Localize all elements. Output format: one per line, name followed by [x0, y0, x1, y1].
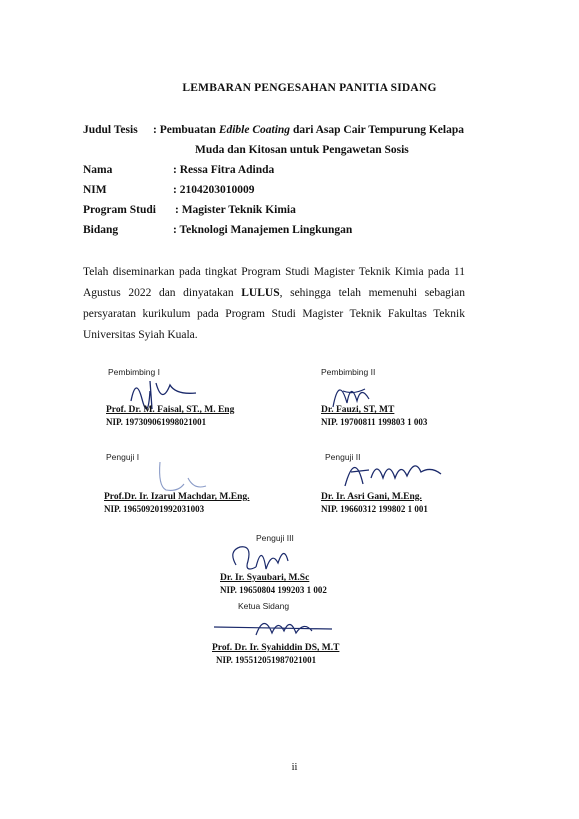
field-label: Bidang — [83, 224, 119, 236]
nim-label: NIM — [83, 184, 107, 196]
signatory-name: Dr. Ir. Asri Gani, M.Eng. — [321, 492, 422, 502]
name-value: : Ressa Fitra Adinda — [173, 164, 275, 176]
page-number: ii — [291, 762, 298, 773]
name-label: Nama — [83, 164, 113, 176]
signatory-nip: NIP. 19700811 199803 1 003 — [321, 417, 428, 427]
signature-scribble — [212, 607, 342, 642]
field-value: : Teknologi Manajemen Lingkungan — [173, 224, 353, 236]
nim-value: : 2104203010009 — [173, 184, 255, 196]
program-label: Program Studi — [83, 204, 156, 216]
signatory-nip: NIP. 19650804 199203 1 002 — [220, 585, 327, 595]
signatory-name: Dr. Fauzi, ST, MT — [321, 405, 395, 415]
signatory-name: Dr. Ir. Syaubari, M.Sc — [220, 573, 310, 583]
signatory-nip: NIP. 196509201992031003 — [104, 504, 205, 514]
signature-scribble — [154, 456, 224, 496]
thesis-title-italic: Edible Coating — [218, 124, 291, 136]
signatory-name: Prof.Dr. Ir. Izarul Machdar, M.Eng. — [104, 492, 250, 502]
signatory-nip: NIP. 19660312 199802 1 001 — [321, 504, 428, 514]
page-title: LEMBARAN PENGESAHAN PANITIA SIDANG — [182, 82, 437, 94]
approval-paragraph: Telah diseminarkan pada tingkat Program Studi Magister Teknik Kimia pada 11 Agustus 2022 dan dinyatakan LULUS, sehingga telah memenuhi sebagian persyaratan kurikulum pada Program Studi Magister Teknik Fakultas Teknik Universitas Syiah Kuala. — [83, 266, 465, 341]
role-label: Ketua Sidang — [238, 601, 290, 611]
signatory-name: Prof. Dr. M. Faisal, ST., M. Eng — [106, 405, 235, 415]
role-label: Pembimbing II — [321, 367, 376, 377]
thesis-title-label: Judul Tesis — [83, 124, 138, 136]
thesis-title-value: : Pembuatan Edible Coating dari Asap Cair Tempurung Kelapa — [153, 124, 464, 136]
signature-scribble — [341, 448, 451, 493]
signatory-nip: NIP. 197309061998021001 — [106, 417, 207, 427]
thesis-title-line2: Muda dan Kitosan untuk Pengawetan Sosis — [195, 144, 409, 156]
signatory-name: Prof. Dr. Ir. Syahiddin DS, M.T — [212, 643, 340, 653]
status-lulus: LULUS — [241, 287, 280, 299]
program-value: : Magister Teknik Kimia — [175, 204, 296, 216]
role-label: Penguji I — [106, 452, 140, 462]
role-label: Penguji II — [325, 452, 361, 462]
signatory-nip: NIP. 195512051987021001 — [216, 655, 317, 665]
role-label: Pembimbing I — [108, 367, 160, 377]
signature-panel — [96, 353, 458, 671]
role-label: Penguji III — [256, 533, 294, 543]
